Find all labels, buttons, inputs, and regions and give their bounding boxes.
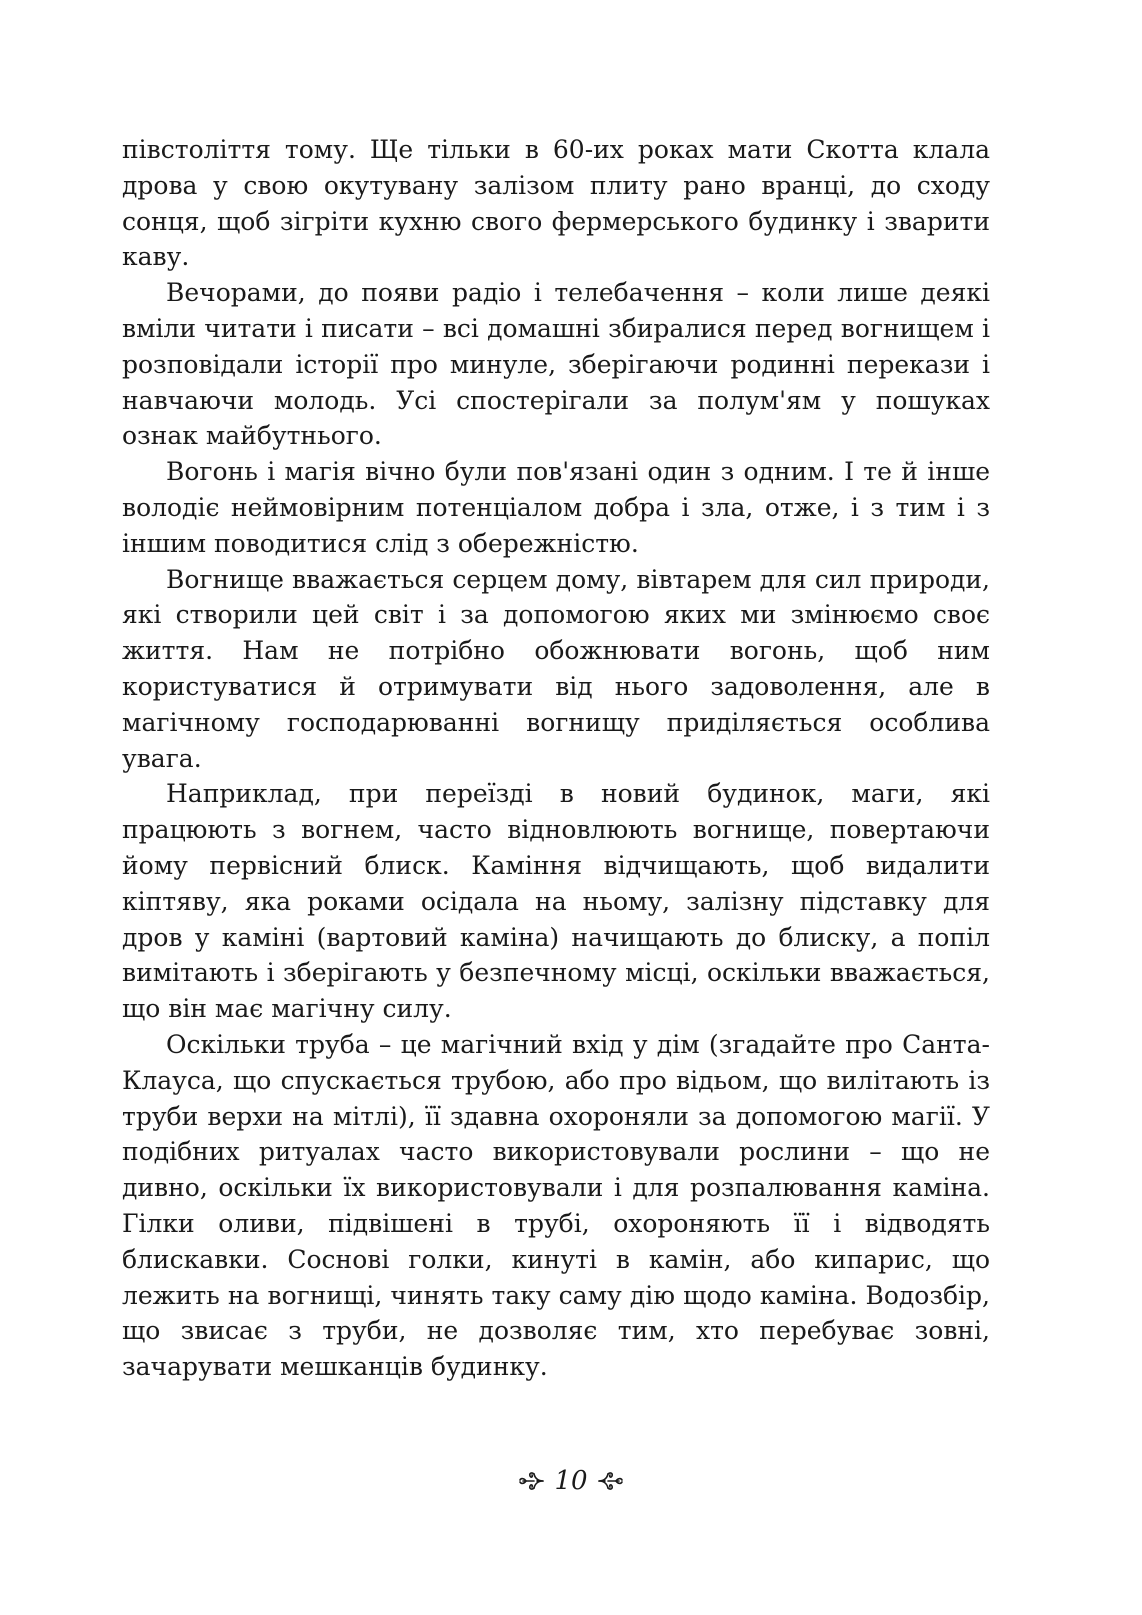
- page-number: 10: [554, 1466, 588, 1496]
- paragraph: Оскільки труба – це магічний вхід у дім (згадайте про Санта-Клауса, що спускається трубою, або про відьом, що вилітають із труби верхи на мітлі), її здавна охороняли за допомогою магії. У подібних ритуалах часто використовували рослини – що не дивно, оскільки їх використовували і для розпалювання каміна. Гілки оливи, підвішені в трубі, охороняють її і відводять блискавки. Соснові голки, кинуті в камін, або кипарис, що лежить на вогнищі, чинять таку саму дію щодо каміна. Водозбір, що звисає з труби, не дозволяє тим, хто перебуває зовні, зачарувати мешканців будинку.: [122, 1029, 990, 1382]
- fleuron-right-icon: [598, 1469, 624, 1493]
- page-body: [122, 132, 990, 1385]
- paragraph: Вогнище вважається серцем дому, вівтарем для сил природи, які створили цей світ і за допомогою яких ми змінюємо своє життя. Нам не потрібно обожнювати вогонь, щоб ним користуватися й отримувати від нього задоволення, але в магічному господарюванні вогнищу приділяється особлива увага.: [122, 564, 990, 773]
- fleuron-left-icon: [518, 1469, 544, 1493]
- paragraph: Наприклад, при переїзді в новий будинок, маги, які працюють з вогнем, часто відновлюють вогнище, повертаючи йому первісний блиск. Каміння відчищають, щоб видалити кіптяву, яка роками осідала на ньому, залізну підставку для дров у каміні (вартовий каміна) начищають до блиску, а попіл вимітають і зберігають у безпечному місці, оскільки вважається, що він має магічну силу.: [122, 779, 990, 1024]
- paragraph: Вечорами, до появи радіо і телебачення – коли лише деякі вміли читати і писати – всі домашні збиралися перед вогнищем і розповідали історії про минуле, зберігаючи родинні перекази і навчаючи молодь. Усі спостерігали за полум'ям у пошуках ознак майбутнього.: [122, 278, 990, 451]
- paragraph: півстоліття тому. Ще тільки в 60-их роках мати Скотта клала дрова у свою окутувану залізом плиту рано вранці, до сходу сонця, щоб зігріти кухню свого фермерського будинку і зварити каву.: [122, 135, 990, 272]
- page-footer: [0, 1461, 1142, 1501]
- paragraph: Вогонь і магія вічно були пов'язані один з одним. І те й інше володіє неймовірним потенціалом добра і зла, отже, і з тим і з іншим поводитися слід з обережністю.: [122, 457, 990, 558]
